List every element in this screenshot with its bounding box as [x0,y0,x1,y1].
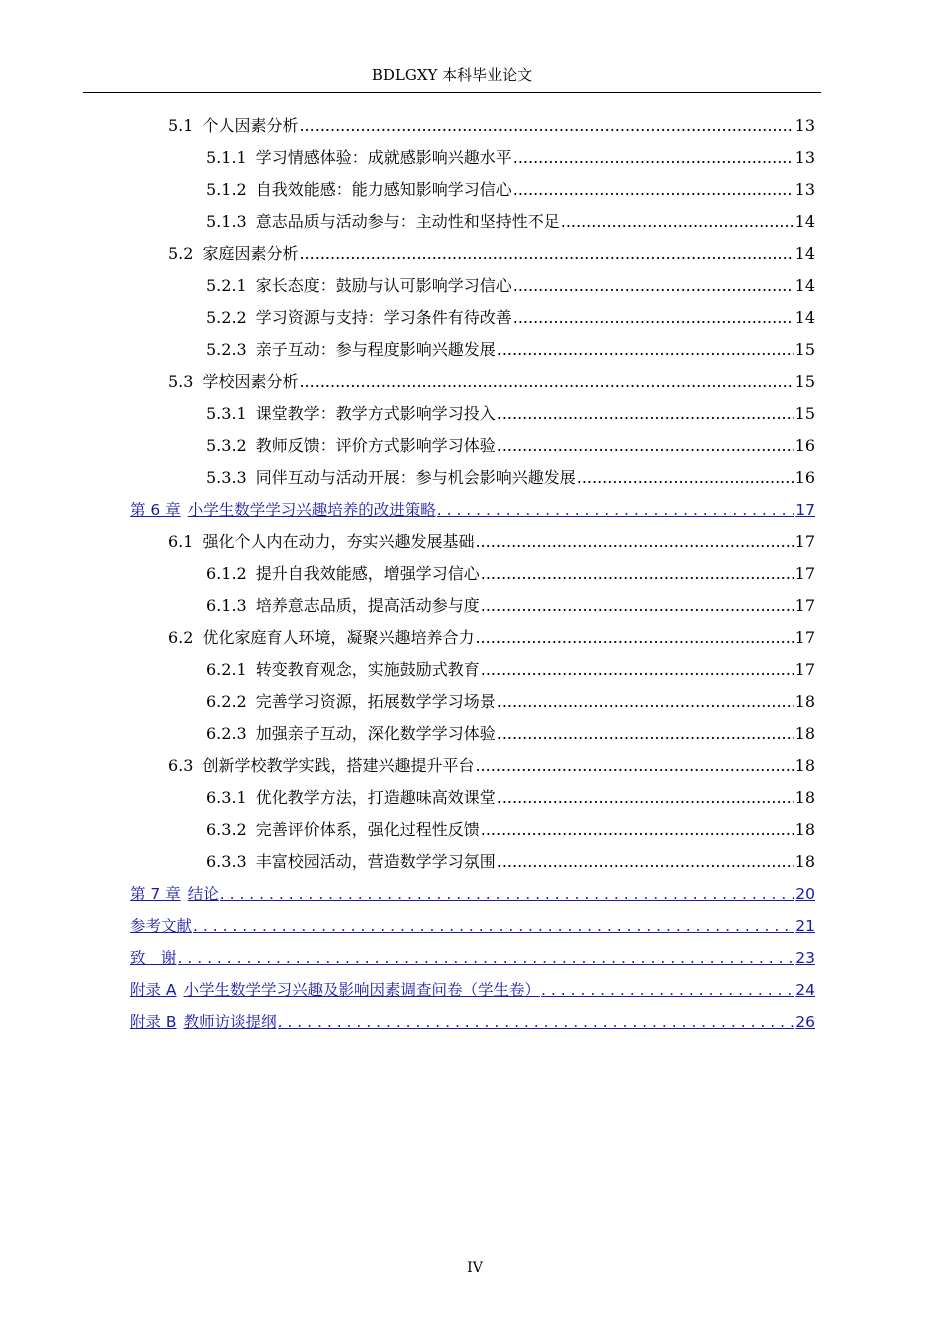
toc-entry-title: 参考文献 [130,917,193,935]
toc-dot-leader [475,529,793,555]
toc-entry-page: 18 [794,724,815,743]
toc-entry-title: 优化教学方法，打造趣味高效课堂 [255,788,496,807]
toc-entry-number: 6.3.3 [206,852,247,871]
toc-entry-page: 17 [795,501,815,519]
toc-link-entry[interactable] [130,977,815,1003]
toc-entry [206,721,815,747]
toc-entry-title: 亲子互动：参与程度影响兴趣发展 [255,340,496,359]
toc-entry-page: 20 [795,885,815,903]
toc-entry-page: 14 [794,244,815,263]
toc-entry-number: 5.1.2 [206,180,247,199]
toc-entry [206,657,815,683]
toc-entry-number: 6.2.3 [206,724,247,743]
toc-entry [206,337,815,363]
toc-dot-leader [541,977,794,1003]
toc-entry [206,177,815,203]
toc-dot-leader [497,689,794,715]
toc-entry-title: 同伴互动与活动开展：参与机会影响兴趣发展 [255,468,576,487]
toc-entry-number: 6.1.2 [206,564,247,583]
toc-entry-title: 创新学校教学实践，搭建兴趣提升平台 [202,756,475,775]
toc-entry-number: 附录 B [130,1013,177,1031]
toc-dot-leader [481,657,794,683]
toc-entry-title: 教师访谈提纲 [183,1013,277,1031]
toc-entry-number: 6.2.1 [206,660,247,679]
toc-dot-leader [437,497,795,523]
toc-entry-title: 教师反馈：评价方式影响学习体验 [255,436,496,455]
toc-entry-title: 加强亲子互动，深化数学学习体验 [255,724,496,743]
toc-entry-page: 26 [795,1013,815,1031]
toc-entry [206,145,815,171]
toc-entry-title: 丰富校园活动，营造数学学习氛围 [255,852,496,871]
toc-entry-page: 23 [795,949,815,967]
toc-entry [168,241,815,267]
toc-entry [168,753,815,779]
toc-entry-page: 16 [794,468,815,487]
toc-dot-leader [299,113,793,139]
toc-entry [206,785,815,811]
toc-entry-number: 附录 A [130,981,177,999]
toc-entry-title: 自我效能感：能力感知影响学习信心 [255,180,512,199]
toc-entry-page: 14 [794,276,815,295]
toc-entry-title: 结论 [187,885,219,903]
toc-dot-leader [193,913,794,939]
toc-entry-title: 转变教育观念，实施鼓励式教育 [255,660,480,679]
toc-dot-leader [481,817,794,843]
toc-entry-page: 18 [794,788,815,807]
toc-dot-leader [497,785,794,811]
toc-dot-leader [497,433,794,459]
toc-entry-page: 13 [794,116,815,135]
toc-entry-number: 5.3.1 [206,404,247,423]
toc-dot-leader [178,945,795,971]
toc-entry-page: 18 [794,852,815,871]
toc-entry-number: 6.1 [168,532,194,551]
toc-entry [206,561,815,587]
toc-entry-number: 第 6 章 [130,501,181,519]
toc-entry-title: 个人因素分析 [202,116,299,135]
toc-entry-title: 课堂教学：教学方式影响学习投入 [255,404,496,423]
header-title: BDLGXY 本科毕业论文 [371,66,533,84]
toc-dot-leader [577,465,794,491]
toc-entry [206,689,815,715]
toc-entry-number: 6.2.2 [206,692,247,711]
toc-entry [206,433,815,459]
toc-entry-page: 14 [794,308,815,327]
toc-entry [206,273,815,299]
page-header [83,64,821,93]
toc-entry-page: 18 [794,756,815,775]
toc-entry-number: 6.1.3 [206,596,247,615]
toc-link-entry[interactable] [130,497,815,523]
toc-dot-leader [481,593,794,619]
toc-dot-leader [513,305,794,331]
toc-dot-leader [497,337,794,363]
toc-entry-page: 18 [794,692,815,711]
toc-entry-title: 学习情感体验：成就感影响兴趣水平 [255,148,512,167]
toc-dot-leader [299,241,793,267]
toc-entry-number: 第 7 章 [130,885,181,903]
toc-entry [168,625,815,651]
toc-entry-number: 5.3 [168,372,194,391]
toc-dot-leader [299,369,793,395]
toc-entry-number: 5.2 [168,244,194,263]
toc-dot-leader [497,401,794,427]
toc-entry-number: 6.3.1 [206,788,247,807]
toc-entry-page: 15 [794,372,815,391]
toc-dot-leader [497,721,794,747]
toc-dot-leader [475,625,793,651]
toc-dot-leader [475,753,793,779]
toc-entry-page: 13 [794,148,815,167]
toc-entry-number: 5.2.3 [206,340,247,359]
toc-link-entry[interactable] [130,1009,815,1035]
toc-entry-title: 致 谢 [130,949,177,967]
toc-entry-page: 17 [794,660,815,679]
toc-link-entry[interactable] [130,881,815,907]
toc-entry-title: 优化家庭育人环境，凝聚兴趣培养合力 [202,628,475,647]
page-number: IV [467,1260,483,1276]
toc-entry [206,593,815,619]
toc-entry-title: 强化个人内在动力，夯实兴趣发展基础 [202,532,475,551]
toc-entry-title: 提升自我效能感，增强学习信心 [255,564,480,583]
toc-entry-page: 13 [794,180,815,199]
toc-entry-page: 16 [794,436,815,455]
toc-entry-title: 完善评价体系，强化过程性反馈 [255,820,480,839]
toc-entry-number: 6.3 [168,756,194,775]
toc-entry-number: 5.2.2 [206,308,247,327]
toc-link-entry[interactable] [130,913,815,939]
toc-entry-number: 5.1.1 [206,148,247,167]
toc-entry-title: 家长态度：鼓励与认可影响学习信心 [255,276,512,295]
toc-dot-leader [481,561,794,587]
toc-dot-leader [278,1009,795,1035]
toc-entry-page: 17 [794,532,815,551]
toc-entry [168,529,815,555]
toc-entry-number: 6.2 [168,628,194,647]
toc-entry-title: 家庭因素分析 [202,244,299,263]
toc-entry-number: 5.3.3 [206,468,247,487]
toc-entry-number: 6.3.2 [206,820,247,839]
toc-entry-page: 15 [794,340,815,359]
toc-entry [206,209,815,235]
toc-entry-page: 14 [794,212,815,231]
toc-entry-page: 18 [794,820,815,839]
toc-entry-number: 5.1.3 [206,212,247,231]
toc-entry-title: 小学生数学学习兴趣及影响因素调查问卷（学生卷） [183,981,541,999]
toc-entry-page: 15 [794,404,815,423]
toc-entry-title: 学校因素分析 [202,372,299,391]
toc-dot-leader [497,849,794,875]
toc-entry [168,113,815,139]
toc-entry [206,401,815,427]
toc-entry-title: 意志品质与活动参与：主动性和坚持性不足 [255,212,560,231]
toc-entry-page: 17 [794,596,815,615]
page-footer [0,1258,950,1278]
toc-dot-leader [561,209,794,235]
toc-entry-page: 17 [794,628,815,647]
toc-dot-leader [513,273,794,299]
toc-entry-number: 5.2.1 [206,276,247,295]
toc-entry [206,465,815,491]
toc-entry [168,369,815,395]
toc-dot-leader [513,145,794,171]
toc-entry-page: 21 [795,917,815,935]
toc-dot-leader [220,881,795,907]
toc-dot-leader [513,177,794,203]
toc-entry [206,305,815,331]
toc-entry-number: 5.1 [168,116,194,135]
toc-entry-title: 完善学习资源，拓展数学学习场景 [255,692,496,711]
toc-entry-page: 24 [795,981,815,999]
toc-entry-page: 17 [794,564,815,583]
toc-link-entry[interactable] [130,945,815,971]
toc-entry-number: 5.3.2 [206,436,247,455]
toc-entry-title: 培养意志品质，提高活动参与度 [255,596,480,615]
toc-entry [206,817,815,843]
toc-entry-title: 学习资源与支持：学习条件有待改善 [255,308,512,327]
toc-entry-title: 小学生数学学习兴趣培养的改进策略 [187,501,436,519]
toc-entry [206,849,815,875]
